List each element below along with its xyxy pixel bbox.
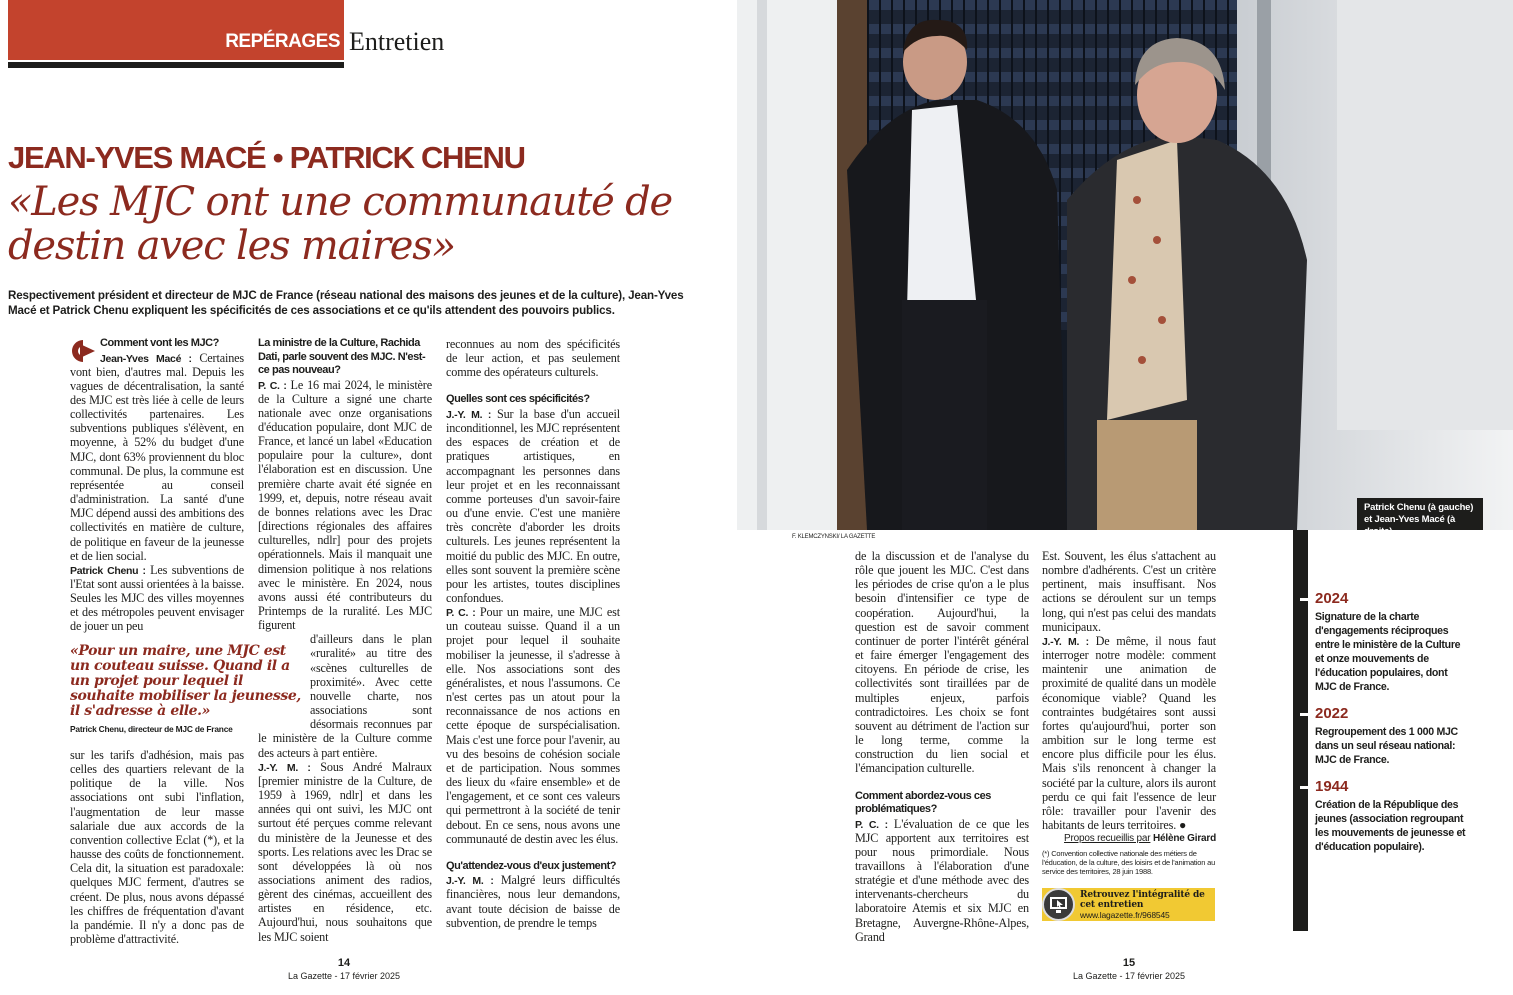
timeline-year: 2022	[1315, 705, 1349, 722]
answer-text: Certaines vont bien, d'autres mal. Depuis les vagues de décentralisation, la santé des MJC est très liée à celle de leurs collectivités partenaires. Les subventions publiques s'élèvent, en moyenne, à 52% du budget d'une MJC, dont 63% proviennent du bloc communal. De plus, la commune est représentée au conseil d'administration. La santé d'une MJC dépend aussi des ambitions des collectivités en matière de culture, de politique en faveur de la jeunesse et de lien social.	[70, 350, 244, 563]
answer-text: Le 16 mai 2024, le ministère de la Culture a signé une charte nationale avec onze organisations d'éducation populaire, dont MJC de France, et lancé un label «Education populaire pour la culture», dont l'élaboration est en discussion. Une première charte avait été signée en 1999, et, depuis, notre réseau avait de bonnes relations avec les Drac [directions régionales des affaires culturelles, ndlr] pour des projets opérationnels. Mais il manquait une dimension politique à nos relations avec le ministère. En 2024, nous avons aussi été contributeurs du Printemps de la ruralité. Les MJC figurent	[258, 377, 432, 633]
answer-paragraph	[446, 873, 620, 930]
answer-text: de la discussion et de l'analyse du rôle que jouent les MJC. C'est dans les périodes de crise qu'on a le plus besoin d'intensifier ce type de coopération. Aujourd'hui, la question est de savoir comment continuer de porter l'intérêt général et faire émerger l'engagement des citoyens. En période de crise, les collectivités sont tiraillées par de multiples enjeux, parfois contradictoires. Les choix se font souvent au détriment de l'action sur le long terme, comme la construction du lien social et l'émancipation culturelle.	[855, 549, 1029, 776]
timeline-year: 2024	[1315, 590, 1349, 607]
section-rubric: REPÉRAGES	[225, 31, 340, 52]
question-text: Quelles sont ces spécificités?	[446, 393, 590, 406]
byline	[1042, 833, 1216, 844]
answer-paragraph	[446, 605, 620, 846]
answer-text: De même, il nous faut interroger notre modèle: comment maintenir une animation de proximité de qualité dans un modèle économique viable? Quand les contraintes budgétaires sont aussi fortes qu'aujourd'hui, porter son ambition sur le long terme est encore plus difficile pour les élus. Mais s'ils renoncent à changer la société par la culture, alors ils auront perdu ce qui fait l'essence de leur rôle: travailler pour l'avenir des habitants de leurs territoires. ●	[1042, 633, 1216, 832]
article-column-5	[1042, 549, 1216, 921]
pull-quote-gap	[258, 642, 310, 723]
article-column-1	[70, 337, 244, 634]
timeline-tick	[1300, 713, 1310, 716]
interview-question	[446, 393, 620, 407]
timeline	[1315, 589, 1475, 864]
issue-line-left: La Gazette - 17 février 2025	[287, 971, 401, 981]
timeline-year: 1944	[1315, 778, 1349, 795]
byline-author: Hélène Girard	[1153, 833, 1216, 845]
timeline-tick	[1300, 786, 1310, 789]
answer-paragraph	[1042, 549, 1216, 634]
question-text: La ministre de la Culture, Rachida Dati, parle souvent des MJC. N'est-ce pas nouveau?	[258, 337, 426, 376]
section-rule	[8, 62, 344, 68]
answer-text: reconnues au nom des spécificités de leur action, et pas seulement comme des opérateurs culturels.	[446, 337, 620, 380]
photo-caption: Patrick Chenu (à gauche) et Jean-Yves Macé (à droite).	[1357, 498, 1483, 530]
timeline-entry	[1315, 777, 1475, 854]
promo-title: Retrouvez l'intégralité de cet entretien	[1080, 890, 1205, 911]
article-heading	[8, 140, 708, 318]
answer-paragraph	[70, 351, 244, 563]
promo-box[interactable]	[1042, 888, 1215, 921]
answer-paragraph	[855, 817, 1029, 944]
page-number-left: 14	[337, 957, 351, 969]
photo-credit: F. KLEMCZYNSKI/ LA GAZETTE	[792, 534, 876, 540]
answer-text: d'ailleurs dans le plan «ruralité» au titre des «scènes culturelles de proximité». Avec cette nouvelle charte, nos associations sont désormais reconnues par le ministère de la Culture comme des acteurs à part entière.	[258, 632, 432, 760]
section-name: Entretien	[349, 27, 445, 56]
pull-quote: «Pour un maire, une MJC est un couteau suisse. Quand il a un projet pour lequel il souhaite mobiliser la jeunesse, il s'adresse à elle.»	[70, 643, 301, 719]
speaker-label: J.-Y. M. :	[446, 408, 492, 421]
portrait-photo	[737, 0, 1513, 530]
answer-paragraph	[446, 407, 620, 605]
speaker-label: P. C. :	[258, 379, 287, 392]
answer-paragraph	[258, 760, 432, 944]
answer-text: Pour un maire, une MJC est un couteau suisse. Quand il a un projet pour lequel il souhaite mobiliser la jeunesse, il s'adresse à elle. Nos associations sont des généralistes, et nous l'assumons. Ce n'est certes pas un atout pour la reconnaissance de nos actions en cette époque de surspécialisation. Mais c'est une force pour l'avenir, au vu des besoins de cohésion sociale et de participation. Nous sommes des lieux du «faire ensemble» et de l'engagement, et ce sont ces valeurs qui permettront à la société de tenir debout. En ce sens, nous avons une communauté de destin avec les élus.	[446, 605, 620, 846]
interview-question	[70, 337, 244, 351]
answer-paragraph	[855, 549, 1029, 776]
speaker-label: Patrick Chenu :	[70, 564, 146, 577]
timeline-text: Création de la République des jeunes (association regroupant les mouvements de jeunesse et d'éducation populaire).	[1315, 799, 1466, 853]
answer-text: Sous André Malraux [premier ministre de la Culture, de 1959 à 1969, ndlr] et dans les années qui ont suivi, les MJC ont surtout été perçues comme relevant du ministère de la Jeunesse et des sports. Les relations avec les Drac se sont développées là où nos associations animent des radios, gèrent des cinémas, accueillent des artistes en résidence, etc. Aujourd'hui, nous souhaitons que les MJC soient	[258, 759, 433, 944]
answer-text: Les subventions de l'Etat sont aussi orientées à la baisse. Seules les MJC des villes moyennes et des métropoles peuvent envisager de jouer un peu	[70, 562, 244, 634]
issue-line-right: La Gazette - 17 février 2025	[1072, 971, 1186, 981]
interview-question	[446, 860, 620, 874]
arrow-right-icon	[70, 339, 96, 363]
timeline-entry	[1315, 704, 1475, 767]
promo-link[interactable]: www.lagazette.fr/968545	[1080, 910, 1170, 921]
timeline-tick	[1300, 598, 1310, 601]
timeline-text: Regroupement des 1 000 MJC dans un seul réseau national: MJC de France.	[1315, 726, 1458, 766]
answer-paragraph	[258, 378, 432, 633]
portrait-photo-image	[737, 0, 1513, 530]
article-title: «Les MJC ont une communauté de destin avec les maires»	[8, 179, 673, 269]
article-column-3	[446, 337, 620, 930]
answer-text: Malgré leurs difficultés financières, nous leur demandons, avant toute décision de baisse de subvention, de prendre le temps	[446, 873, 620, 930]
answer-text: sur les tarifs d'adhésion, mais pas celles des quartiers relevant de la politique de la ville. Nos associations ont subi l'inflation, l'augmentation de leur masse salariale due aux accords de la convention collective Eclat (*), et la hausse des coûts de fonctionnement. Cela dit, la situation est paradoxale: quelques MJC ferment, d'autres se créent. De plus, nous avons dépassé les chiffres de fréquentation d'avant la pandémie. Il n'y a donc pas de problème d'attractivité.	[70, 748, 244, 947]
speaker-label: J.-Y. M. :	[446, 875, 494, 888]
pull-quote-attribution: Patrick Chenu, directeur de MJC de France	[70, 724, 233, 734]
article-intro: Respectivement président et directeur de MJC de France (réseau national des maisons des jeunes et de la culture), Jean-Yves Macé et Patrick Chenu expliquent les spécificités de ces associations et ce qu'ils attendent des pouvoirs publics.	[8, 289, 684, 317]
question-text: Qu'attendez-vous d'eux justement?	[446, 859, 617, 872]
question-text: Comment vont les MJC?	[100, 337, 219, 349]
answer-paragraph	[1042, 634, 1216, 832]
answer-text: Est. Souvent, les élus s'attachent au nombre d'adhérents. C'est un critère pertinent, mais insuffisant. Nos actions se déroulent sur un temps long, qui n'est pas celui des mandats municipaux.	[1042, 549, 1216, 634]
timeline-bar	[1293, 530, 1308, 931]
footnote: (*) Convention collective nationale des métiers de l'éducation, de la culture, des loisirs et de l'animation au service des territoires, 28 juin 1988.	[1042, 849, 1216, 877]
speaker-label: Jean-Yves Macé :	[100, 352, 192, 365]
speaker-label: J.-Y. M. :	[1042, 635, 1089, 648]
computer-cursor-icon	[1042, 888, 1075, 921]
answer-text: Sur la base d'un accueil inconditionnel, les MJC représentent des espaces de création et de pratiques artistiques, en accompagnant les personnes dans leur projet et en les reconnaissant comme porteuses d'un savoir-faire ou d'une envie. C'est une manière très concrète d'aborder les droits culturels. Les jeunes représentent la moitié du public des MJC. En outre, elles sont souvent la première scène pour les artistes, toutes disciplines confondues.	[446, 406, 620, 605]
byline-prefix: Propos recueillis par	[1064, 833, 1151, 845]
timeline-text: Signature de la charte d'engagements réciproques entre le ministère de la Culture et onze mouvements de l'éducation populaires, dont MJC de France.	[1315, 611, 1461, 693]
article-column-1-continued	[70, 748, 244, 946]
interview-question	[855, 790, 1029, 817]
page-number-right: 15	[1122, 957, 1136, 969]
answer-paragraph	[446, 337, 620, 379]
interview-question	[258, 337, 432, 378]
timeline-entry	[1315, 589, 1475, 694]
speaker-label: J.-Y. M. :	[258, 761, 311, 774]
speaker-label: P. C. :	[855, 818, 888, 831]
answer-paragraph	[70, 563, 244, 634]
speaker-label: P. C. :	[446, 607, 476, 620]
article-column-2	[258, 337, 432, 944]
interviewee-names: JEAN-YVES MACÉ • PATRICK CHENU	[8, 140, 525, 175]
answer-text: L'évaluation de ce que les MJC apportent aux territoires est pour nous primordiale. Nous travaillons à l'élaboration d'une stratégie et d'une méthode avec des intervenants-chercheurs du laboratoire Atemis et six MJC en Bretagne, Auvergne-Rhône-Alpes, Grand	[855, 816, 1029, 944]
question-text: Comment abordez-vous ces problématiques?	[855, 789, 991, 815]
answer-paragraph	[70, 748, 244, 946]
article-column-4	[855, 549, 1029, 944]
